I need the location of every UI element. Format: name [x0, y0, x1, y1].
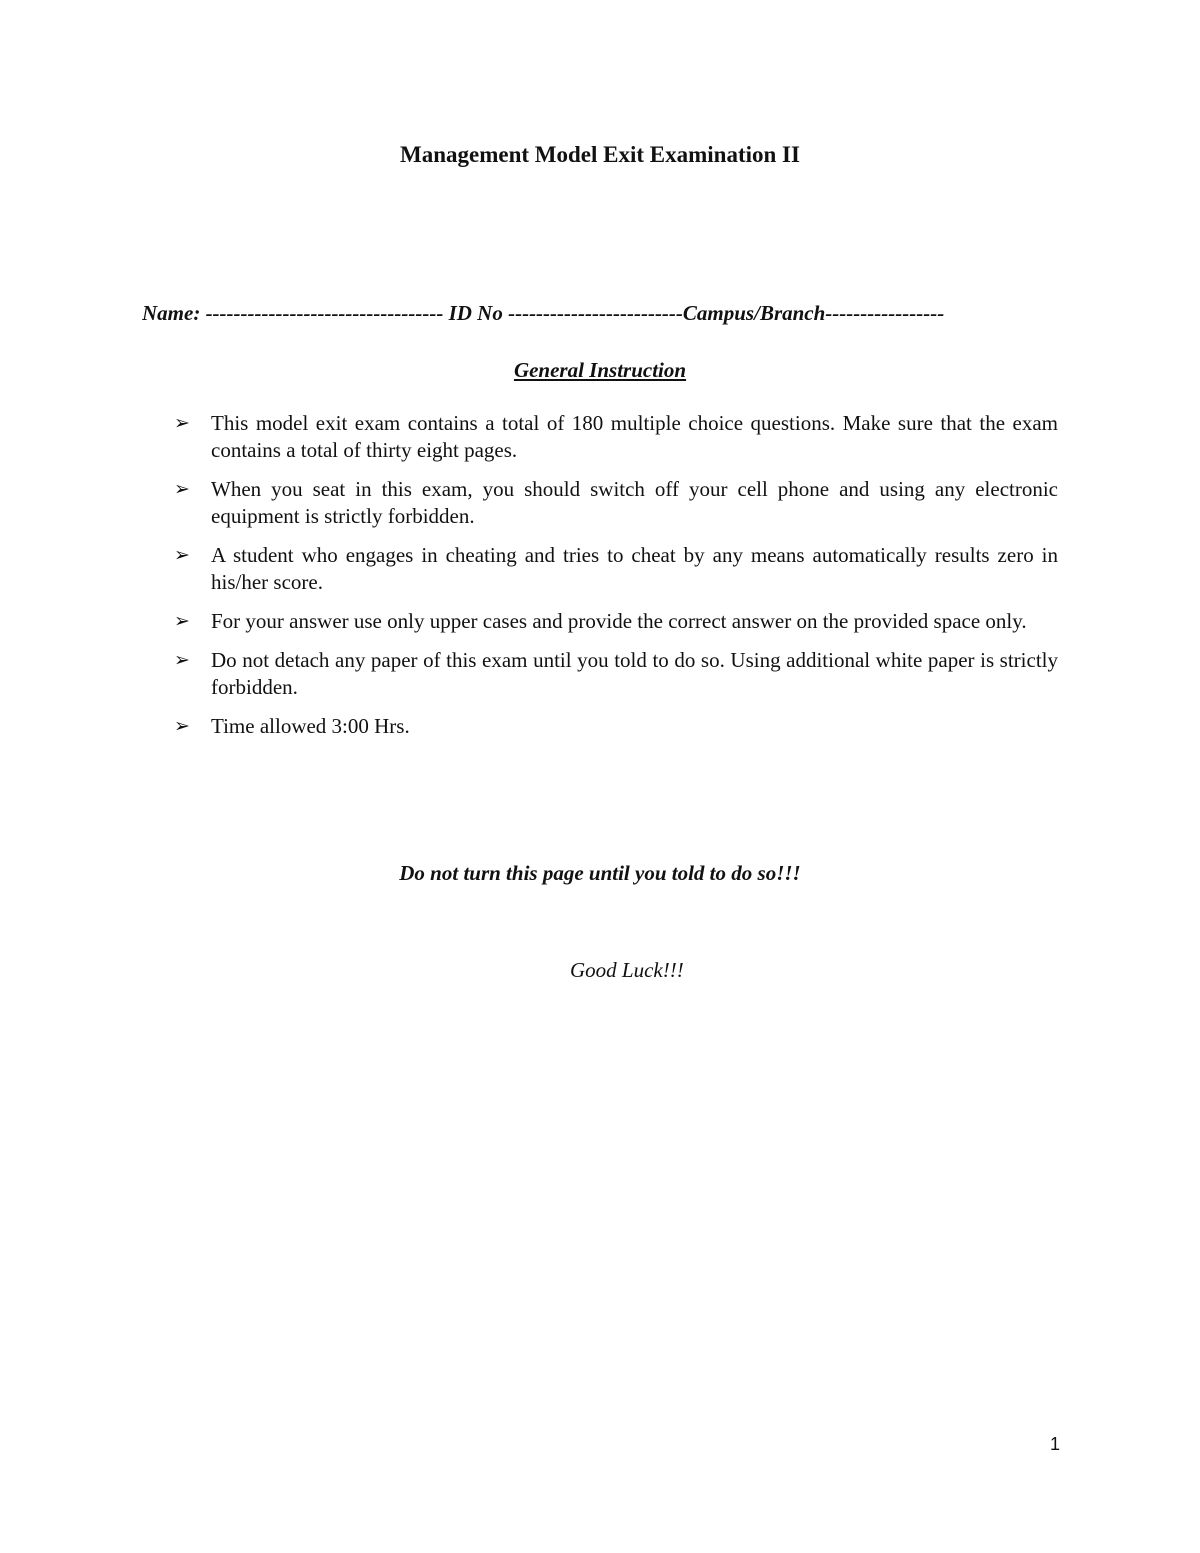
instructions-list — [174, 410, 1058, 752]
arrowhead-bullet-icon: ➢ — [174, 412, 190, 434]
instruction-text: For your answer use only upper cases and provide the correct answer on the provided space only. — [211, 609, 1027, 633]
closing-message: Good Luck!!! — [570, 958, 684, 982]
instruction-text: When you seat in this exam, you should switch off your cell phone and using any electronic equipment is strictly forbidden. — [211, 477, 1058, 528]
list-item — [174, 410, 1058, 464]
arrowhead-bullet-icon: ➢ — [174, 610, 190, 632]
list-item — [174, 476, 1058, 530]
page-number: 1 — [1049, 1434, 1060, 1454]
instruction-text: Do not detach any paper of this exam until you told to do so. Using additional white paper is strictly forbidden. — [211, 648, 1058, 699]
arrowhead-bullet-icon: ➢ — [174, 715, 190, 737]
arrowhead-bullet-icon: ➢ — [174, 478, 190, 500]
list-item — [174, 542, 1058, 596]
student-info-fields: Name: ---------------------------------- ID No -------------------------Campus/Branch----------------- — [142, 301, 945, 325]
list-item — [174, 608, 1058, 635]
list-item — [174, 713, 1058, 740]
instruction-text: This model exit exam contains a total of 180 multiple choice questions. Make sure that the exam contains a total of thirty eight pages. — [211, 411, 1058, 462]
arrowhead-bullet-icon: ➢ — [174, 544, 190, 566]
page-title: Management Model Exit Examination II — [400, 142, 800, 167]
instruction-text: A student who engages in cheating and tries to cheat by any means automatically results zero in his/her score. — [211, 543, 1058, 594]
warning-notice: Do not turn this page until you told to do so!!! — [399, 861, 801, 885]
arrowhead-bullet-icon: ➢ — [174, 649, 190, 671]
instructions-heading: General Instruction — [513, 358, 687, 382]
instruction-text: Time allowed 3:00 Hrs. — [211, 714, 410, 738]
list-item — [174, 647, 1058, 701]
